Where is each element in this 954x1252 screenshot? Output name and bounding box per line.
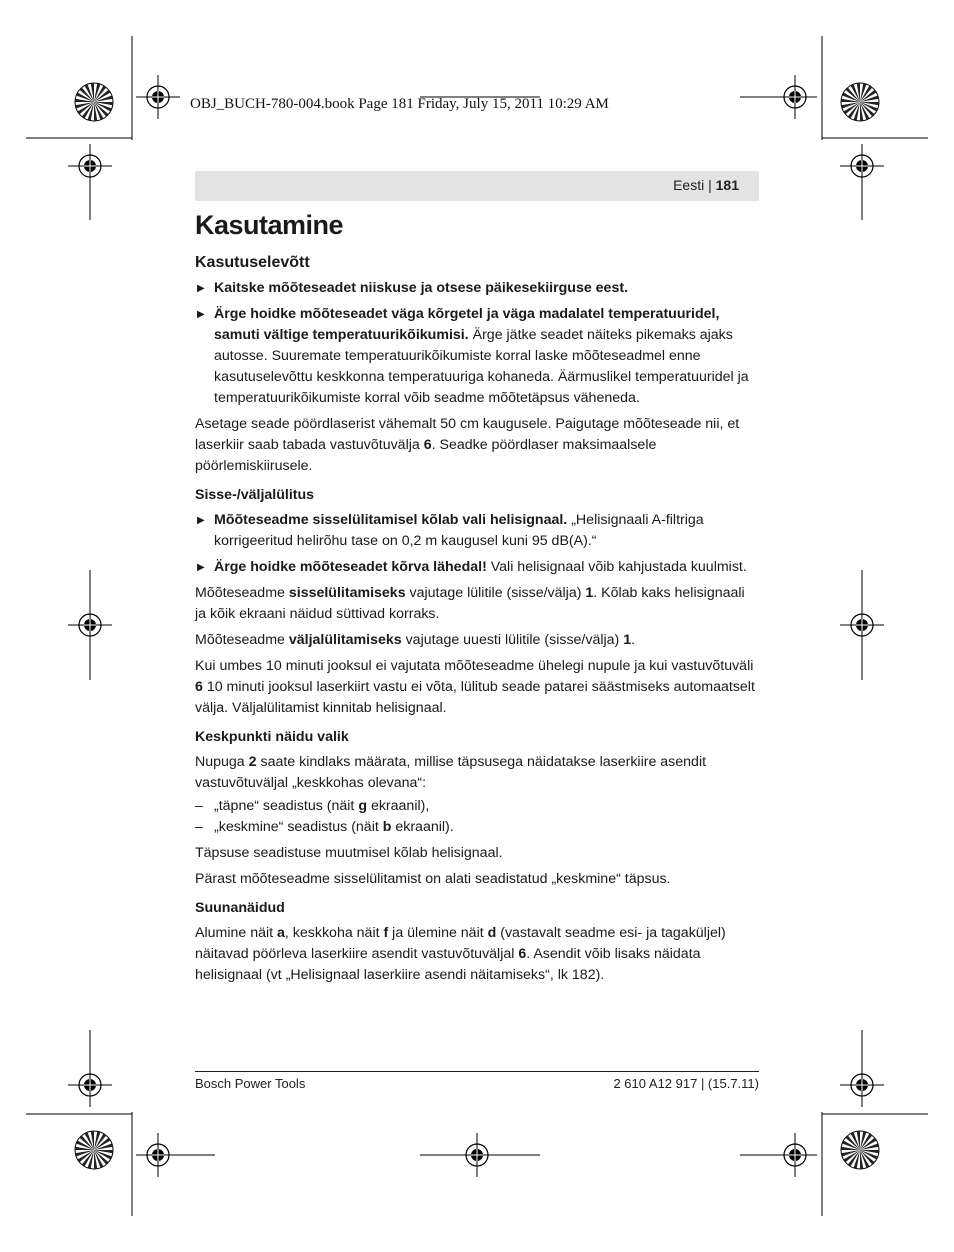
precision-list: [195, 796, 759, 838]
reference-number: 1: [585, 585, 594, 601]
section-heading-center: Keskpunkti näidu valik: [195, 729, 349, 745]
bullet-bold-text: Ärge hoidke mõõteseadet väga kõrgetel ja väga madalatel temperatuuridel, samuti vältige temperatuurikõikumisi.: [214, 306, 720, 343]
text-run: Mõõteseadme: [195, 632, 289, 648]
reference-letter: a: [277, 925, 285, 941]
star-target-icon: [841, 1131, 879, 1169]
bullet-text: „Helisignaali A-filtriga korrigeeritud helirõhu tase on 0,2 m kaugusel kuni 95 dB(A).“: [214, 512, 704, 549]
list-item: [195, 796, 759, 817]
bullet-bold-text: Mõõteseadme sisselülitamisel kõlab vali helisignaal.: [214, 512, 568, 528]
text-run: (vastavalt seadme esi- ja tagaküljel) näitavad pöörleva laserkiire asendit vastuvõtuväljal: [195, 925, 726, 962]
paragraph-precision-default: Pärast mõõteseadme sisselülitamist on alati seadistatud „keskmine“ täpsus.: [195, 871, 671, 887]
warning-bullet-moisture: [195, 278, 759, 299]
footer-publisher: Bosch Power Tools: [195, 1076, 306, 1091]
paragraph-precision-change: Täpsuse seadistuse muutmisel kõlab helisignaal.: [195, 845, 503, 861]
paragraph-switch-on: [195, 583, 759, 625]
text-run: vajutage uuesti lülitile (sisse/välja): [401, 632, 624, 648]
text-run: „keskmine“ seadistus (näit: [214, 819, 383, 835]
warning-bullet-loud-signal: [195, 510, 759, 552]
star-target-icon: [75, 83, 113, 121]
text-run: vajutage lülitile (sisse/välja): [405, 585, 586, 601]
main-content: [195, 208, 759, 991]
paragraph-direction: [195, 923, 759, 986]
section-heading-direction: Suunanäidud: [195, 900, 285, 916]
footer-rule: [195, 1071, 759, 1072]
text-run: Alumine näit: [195, 925, 278, 941]
bold-term: sisselülitamiseks: [288, 585, 406, 601]
text-run: , keskkoha näit: [284, 925, 384, 941]
text-run: Nupuga: [195, 754, 249, 770]
paragraph-switch-off: [195, 630, 759, 651]
section-heading-startup: Kasutuselevõtt: [195, 254, 310, 271]
page-title: Kasutamine: [195, 210, 344, 240]
page-header-language: Eesti: [673, 177, 705, 193]
reference-letter: f: [383, 925, 389, 941]
paragraph-auto-off: [195, 656, 759, 719]
reference-number: 6: [195, 679, 203, 695]
bullet-bold-text: Ärge hoidke mõõteseadet kõrva lähedal!: [214, 559, 487, 575]
page-header-text: [673, 177, 739, 193]
file-header: OBJ_BUCH-780-004.book Page 181 Friday, July 15, 2011 10:29 AM: [190, 96, 609, 112]
bold-term: väljalülitamiseks: [288, 632, 402, 648]
text-run: Mõõteseadme: [195, 585, 289, 601]
text-run: Asetage seade pöördlaserist vähemalt 50 cm kaugusele. Paigutage mõõteseade nii, et laserkiir saab tabada vastuvõtuvälja: [195, 416, 740, 453]
text-run: ekraanil),: [367, 798, 430, 814]
reference-number: 2: [248, 754, 257, 770]
text-run: „täpne“ seadistus (näit: [214, 798, 359, 814]
bullet-text: Ärge jätke seadet näiteks pikemaks ajaks autosse. Suuremate temperatuurikõikumiste korral laske mõõteseadmel enne kasutuselevõttu keskkonna temperatuuriga kohaneda. Äärmuslikel temperatuuridel ja temperatuurikõikumiste korral võib seadme mõõtetäpsus väheneda.: [214, 327, 749, 406]
paragraph-placement: [195, 414, 759, 477]
page-header-bar: [195, 171, 759, 201]
warning-bullet-ear: [195, 557, 759, 578]
footer-doc-number: 2 610 A12 917 | (15.7.11): [613, 1076, 759, 1091]
reference-letter: d: [487, 925, 497, 941]
text-run: Kui umbes 10 minuti jooksul ei vajutata mõõteseadme ühelegi nupule ja kui vastuvõtuväli: [195, 658, 754, 674]
text-run: .: [631, 632, 636, 648]
text-run: 10 minuti jooksul laserkiirt vastu ei võta, lülitub seade patarei säästmiseks automaatselt välja. Väljalülitamist kinnitab helisignaal.: [195, 679, 755, 716]
reference-letter: b: [382, 819, 392, 835]
text-run: saate kindlaks määrata, millise täpsusega näidatakse laserkiire asendit vastuvõtuväljal „keskkohas olevana“:: [195, 754, 707, 791]
star-target-icon: [75, 1131, 113, 1169]
warning-bullet-temperature: [195, 304, 759, 409]
text-run: . Seadke pöördlaser maksimaalsele pöörlemiskiirusele.: [195, 437, 657, 474]
reference-number: 6: [518, 946, 527, 962]
reference-number: 1: [623, 632, 632, 648]
text-run: . Kõlab kaks helisignaali ja kõik ekraani näidud süttivad korraks.: [195, 585, 745, 622]
list-item: [195, 817, 759, 838]
page-header-separator: |: [708, 177, 712, 193]
text-run: ekraanil).: [391, 819, 454, 835]
reference-number: 6: [423, 437, 432, 453]
paragraph-center-intro: [195, 752, 759, 794]
bullet-bold-text: Kaitske mõõteseadet niiskuse ja otsese päikesekiirguse eest.: [214, 280, 629, 296]
bullet-text: Vali helisignaal võib kahjustada kuulmist.: [486, 559, 747, 575]
star-target-icon: [841, 83, 879, 121]
reference-letter: g: [358, 798, 367, 814]
text-run: ja ülemine näit: [388, 925, 488, 941]
text-run: . Asendit võib lisaks näidata helisignaal (vt „Helisignaal laserkiire asendi näitamiseks“, lk 182).: [195, 946, 701, 983]
page-number: 181: [715, 177, 739, 193]
section-heading-switch: Sisse-/väljalülitus: [195, 487, 315, 503]
